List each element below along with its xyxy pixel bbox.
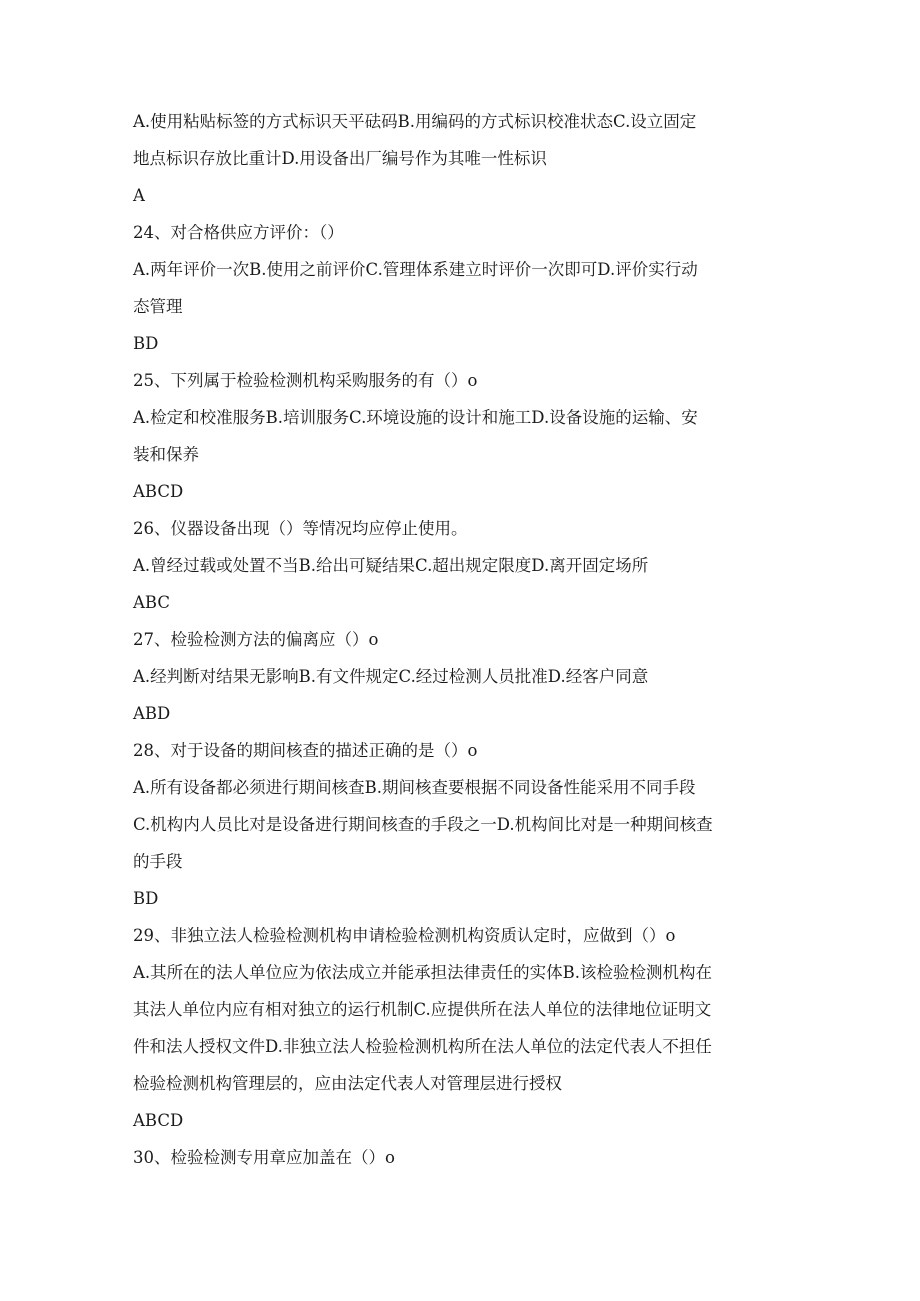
question-23-options-line-1: A.使用粘贴标签的方式标识天平砝码B.用编码的方式标识校准状态C.设立固定 [133, 112, 697, 131]
question-23-answer: A [133, 186, 145, 205]
question-25-options-line-2: 装和保养 [133, 445, 199, 464]
question-29-options-line-3: 件和法人授权文件D.非独立法人检验检测机构所在法人单位的法定代表人不担任 [133, 1037, 712, 1056]
question-23-options-line-2: 地点标识存放比重计D.用设备出厂编号作为其唯一性标识 [133, 149, 547, 168]
document-body [133, 103, 793, 1176]
question-29-stem: 29、非独立法人检验检测机构申请检验检测机构资质认定时，应做到（）o [133, 926, 676, 945]
question-27-options: A.经判断对结果无影响B.有文件规定C.经过检测人员批准D.经客户同意 [133, 667, 649, 686]
question-25-answer: ABCD [133, 482, 184, 501]
question-25-stem: 25、下列属于检验检测机构采购服务的有（）o [133, 371, 478, 390]
question-29-options-line-1: A.其所在的法人单位应为依法成立并能承担法律责任的实体B.该检验检测机构在 [133, 963, 713, 982]
question-25-options-line-1: A.检定和校准服务B.培训服务C.环境设施的设计和施工D.设备设施的运输、安 [133, 408, 698, 427]
question-30-stem: 30、检验检测专用章应加盖在（）o [133, 1148, 395, 1167]
question-28-options-line-1: A.所有设备都必须进行期间核查B.期间核查要根据不同设备性能采用不同手段 [133, 778, 696, 797]
question-28-stem: 28、对于设备的期间核查的描述正确的是（）o [133, 741, 478, 760]
question-24-options-line-2: 态管理 [133, 297, 183, 316]
question-28-options-line-2: C.机构内人员比对是设备进行期间核查的手段之一D.机构间比对是一种期间核查 [133, 815, 713, 834]
question-28-answer: BD [133, 889, 159, 908]
question-27-answer: ABD [133, 704, 171, 723]
question-27-stem: 27、检验检测方法的偏离应（）o [133, 630, 379, 649]
question-24-answer: BD [133, 334, 159, 353]
question-26-stem: 26、仪器设备出现（）等情况均应停止使用。 [133, 519, 468, 538]
question-26-answer: ABC [133, 593, 170, 612]
question-24-options-line-1: A.两年评价一次B.使用之前评价C.管理体系建立时评价一次即可D.评价实行动 [133, 260, 698, 279]
question-24-stem: 24、对合格供应方评价：（） [133, 223, 344, 242]
question-29-options-line-2: 其法人单位内应有相对独立的运行机制C.应提供所在法人单位的法律地位证明文 [133, 1000, 712, 1019]
question-29-answer: ABCD [133, 1111, 184, 1130]
question-29-options-line-4: 检验检测机构管理层的，应由法定代表人对管理层进行授权 [133, 1074, 562, 1093]
question-28-options-line-3: 的手段 [133, 852, 183, 871]
question-26-options: A.曾经过载或处置不当B.给出可疑结果C.超出规定限度D.离开固定场所 [133, 556, 649, 575]
